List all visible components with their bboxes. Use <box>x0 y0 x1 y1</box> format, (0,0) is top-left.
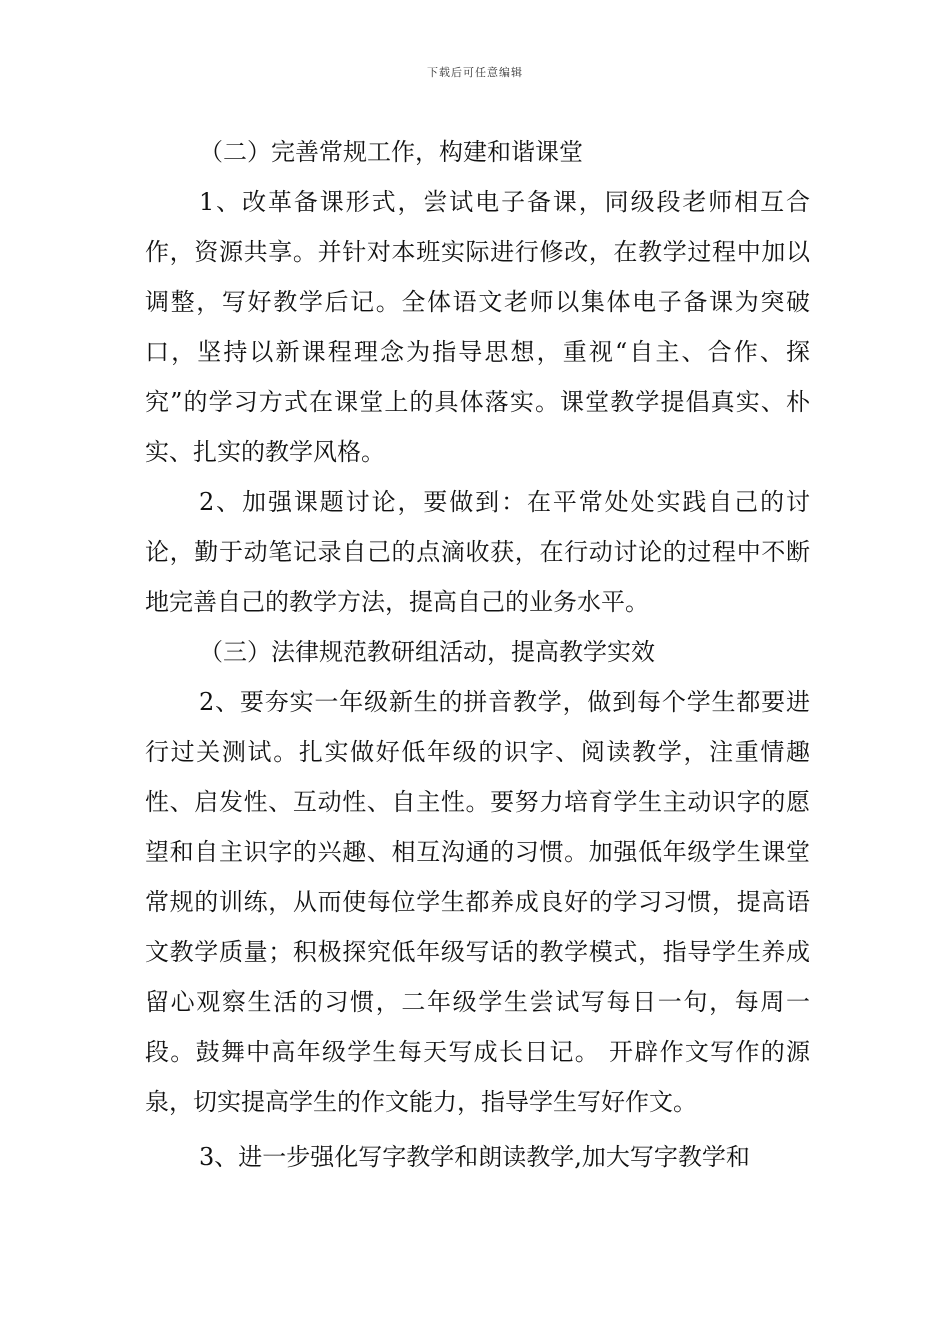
paragraph-research: 2、加强课题讨论，要做到：在平常处处实践自己的讨论，勤于动笔记录自己的点滴收获，在行动讨论的过程中不断地完善自己的教学方法，提高自己的业务水平。 <box>145 488 810 616</box>
page-header: 下载后可任意编辑 <box>427 66 523 79</box>
document-body <box>145 127 810 1182</box>
section-heading-2: （二）完善常规工作，构建和谐课堂 <box>199 138 583 166</box>
paragraph-writing: 3、进一步强化写字教学和朗读教学,加大写字教学和 <box>199 1143 750 1171</box>
section-heading-3: （三）法律规范教研组活动，提高教学实效 <box>199 638 655 666</box>
paragraph-pinyin: 2、要夯实一年级新生的拼音教学，做到每个学生都要进行过关测试。扎实做好低年级的识字、阅读教学，注重情趣性、启发性、互动性、自主性。要努力培育学生主动识字的愿望和自主识字的兴趣、相互沟通的习惯。加强低年级学生课堂常规的训练，从而使每位学生都养成良好的学习习惯，提高语文教学质量；积极探究低年级写话的教学模式，指导学生养成留心观察生活的习惯，二年级学生尝试写每日一句，每周一段。鼓舞中高年级学生每天写成长日记。 开辟作文写作的源泉，切实提高学生的作文能力，指导学生写好作文。 <box>145 688 810 1116</box>
paragraph-lesson-prep: 1、改革备课形式，尝试电子备课，同级段老师相互合作，资源共享。并针对本班实际进行修改，在教学过程中加以调整，写好教学后记。全体语文老师以集体电子备课为突破口，坚持以新课程理念为指导思想，重视“自主、合作、探究”的学习方式在课堂上的具体落实。课堂教学提倡真实、朴实、扎实的教学风格。 <box>145 188 810 466</box>
